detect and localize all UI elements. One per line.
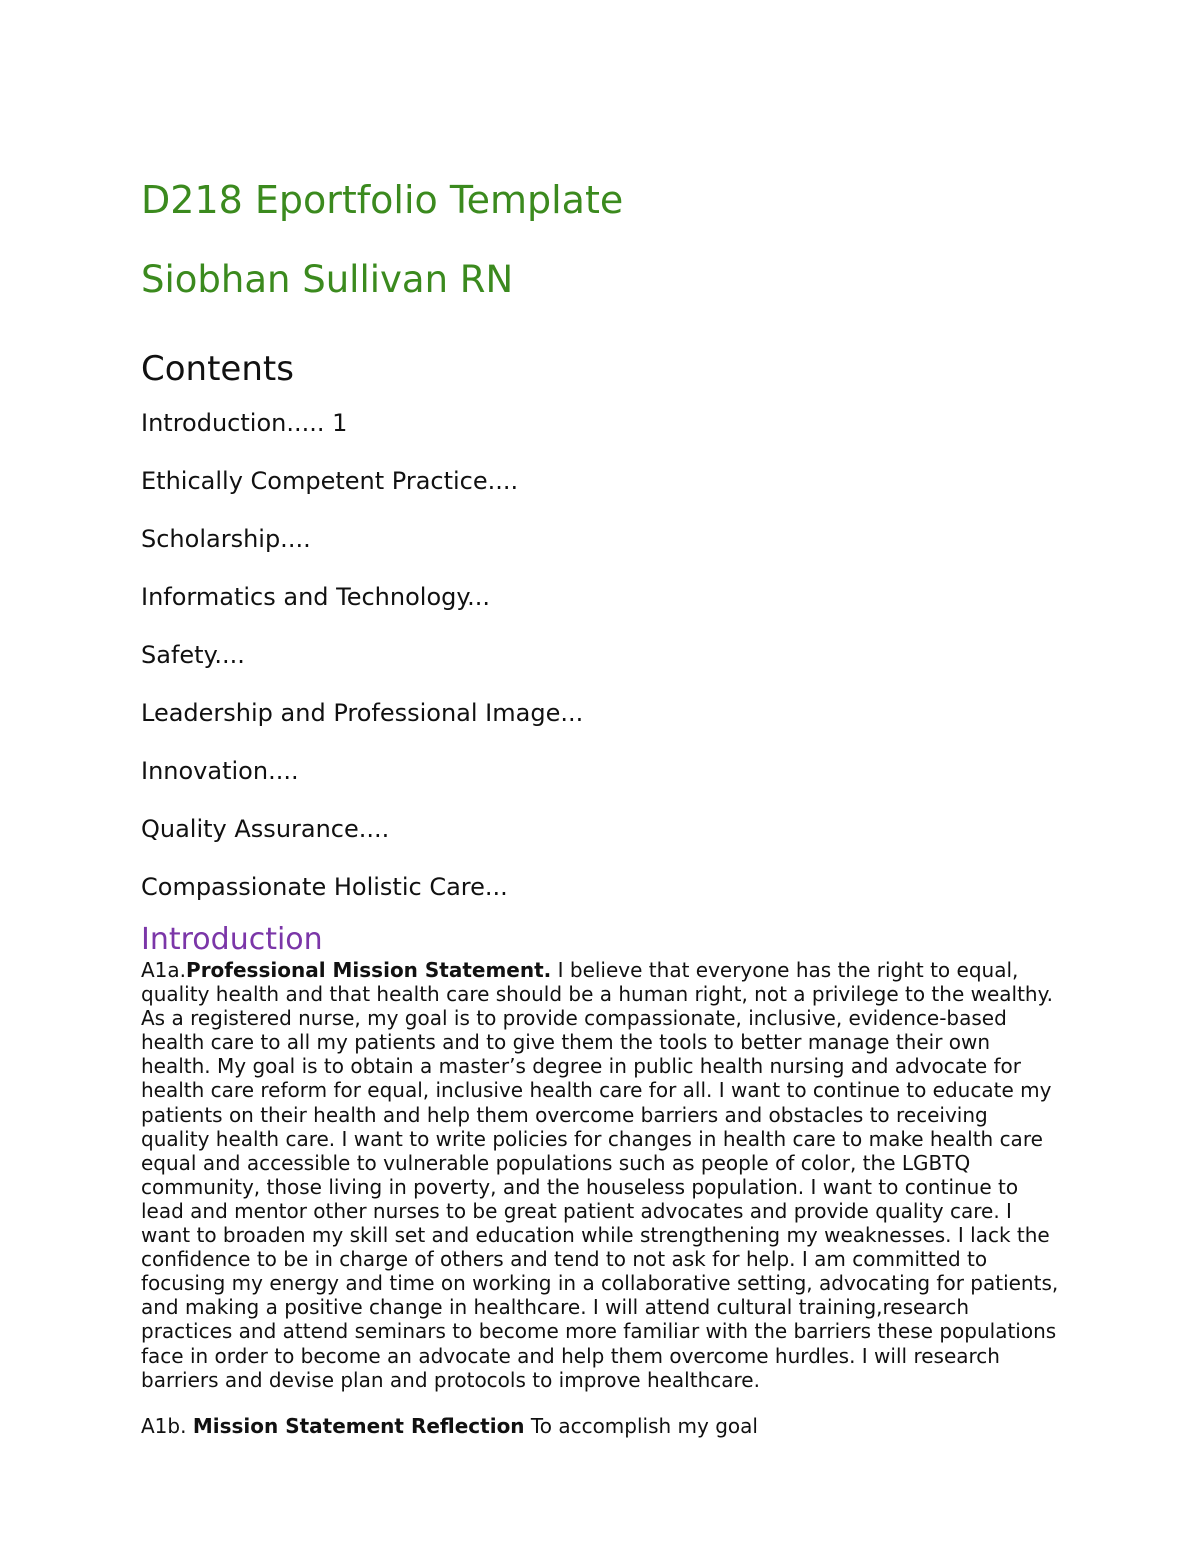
a1b-title: Mission Statement Reflection	[192, 1413, 525, 1438]
mission-statement-paragraph	[141, 958, 1061, 1392]
a1b-text: To accomplish my goal	[524, 1413, 758, 1438]
toc-item-ethically-competent-practice[interactable]: Ethically Competent Practice....	[141, 467, 519, 495]
a1a-label: A1a.	[141, 958, 187, 982]
author-name: Siobhan Sullivan RN	[141, 258, 514, 301]
toc-item-safety[interactable]: Safety....	[141, 641, 245, 669]
document-title: D218 Eportfolio Template	[141, 178, 624, 222]
a1a-title: Professional Mission Statement.	[186, 958, 552, 982]
toc-item-informatics-and-technology[interactable]: Informatics and Technology...	[141, 583, 491, 611]
toc-item-introduction[interactable]: Introduction..... 1	[141, 409, 348, 437]
document-body	[141, 172, 1061, 1438]
introduction-heading: Introduction	[141, 922, 323, 957]
toc-item-quality-assurance[interactable]: Quality Assurance....	[141, 815, 390, 843]
toc-item-scholarship[interactable]: Scholarship....	[141, 525, 311, 553]
toc-item-innovation[interactable]: Innovation....	[141, 757, 299, 785]
toc-item-compassionate-holistic-care[interactable]: Compassionate Holistic Care...	[141, 873, 508, 901]
a1a-text: I believe that everyone has the right to equal, quality health and that health care should be a human right, not a privilege to the wealthy. As a registered nurse, my goal is to provide compassionate, inclusive, evidence-based health care to all my patients and to give them the tools to better manage their own health. My goal is to obtain a master’s degree in public health nursing and advocate for health care reform for equal, inclusive health care for all. I want to continue to educate my patients on their health and help them overcome barriers and obstacles to receiving quality health care. I want to write policies for changes in health care to make health care equal and accessible to vulnerable populations such as people of color, the LGBTQ community, those living in poverty, and the houseless population. I want to continue to lead and mentor other nurses to be great patient advocates and provide quality care. I want to broaden my skill set and education while strengthening my weaknesses. I lack the confidence to be in charge of others and tend to not ask for help. I am committed to focusing my energy and time on working in a collaborative setting, advocating for patients, and making a positive change in healthcare. I will attend cultural training,research practices and attend seminars to become more familiar with the barriers these populations face in order to become an advocate and help them overcome hurdles. I will research barriers and devise plan and protocols to improve healthcare.	[141, 958, 1059, 1392]
a1b-label: A1b.	[141, 1413, 193, 1438]
toc-item-leadership-and-professional-image[interactable]: Leadership and Professional Image...	[141, 699, 584, 727]
contents-heading: Contents	[141, 349, 294, 389]
mission-reflection-paragraph	[141, 1414, 1061, 1438]
table-of-contents	[141, 408, 1061, 930]
